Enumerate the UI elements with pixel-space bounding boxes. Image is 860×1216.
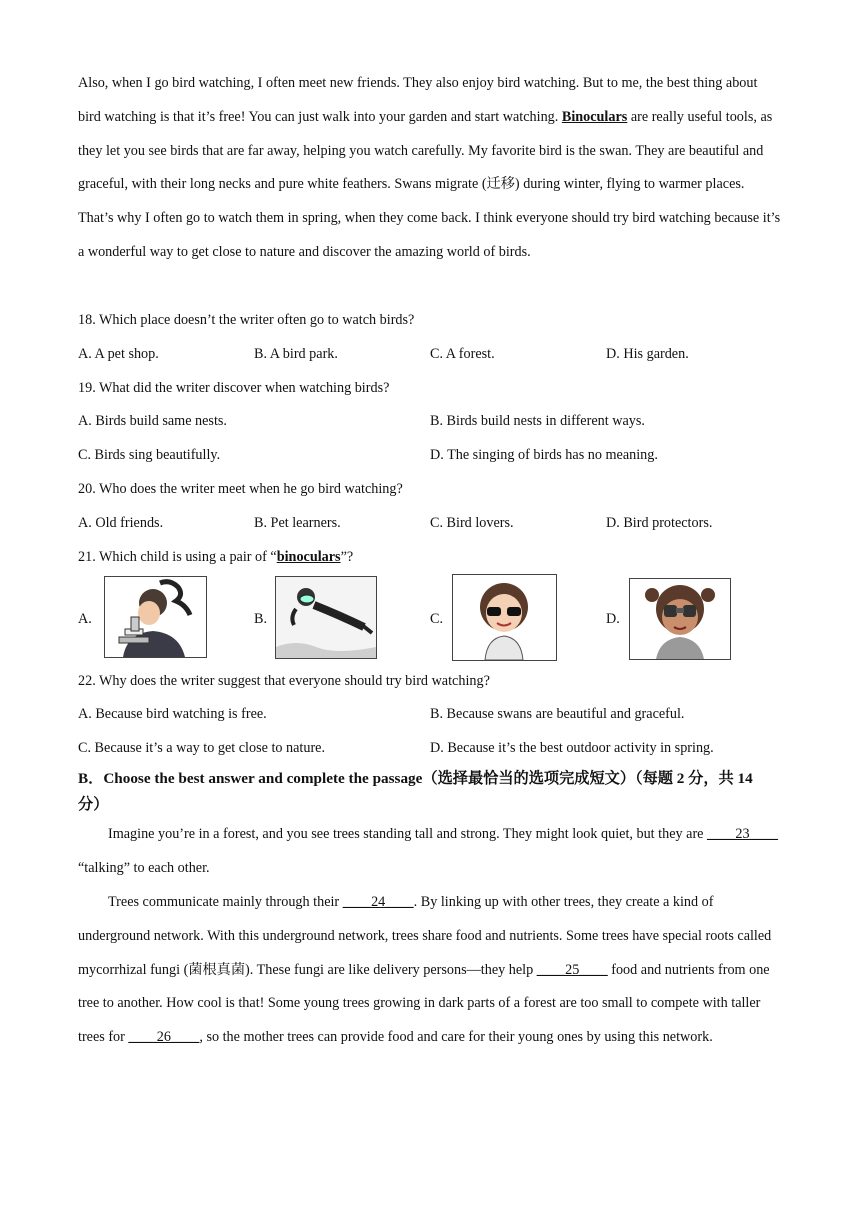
q18-option-d[interactable]: D. His garden. xyxy=(606,346,689,362)
q20-option-d[interactable]: D. Bird protectors. xyxy=(606,515,713,531)
sunglasses-girl-illustration xyxy=(453,575,556,660)
question-19-stem: 19. What did the writer discover when watching birds? xyxy=(78,380,390,396)
q21-option-c[interactable]: C. xyxy=(430,611,444,627)
question-22-stem: 22. Why does the writer suggest that everyone should try bird watching? xyxy=(78,673,490,689)
q18-option-c[interactable]: C. A forest. xyxy=(430,346,495,362)
binoculars-girl-illustration xyxy=(630,579,730,659)
q22-option-b[interactable]: B. Because swans are beautiful and graceful. xyxy=(430,706,685,722)
blank-24[interactable]: ____24____ xyxy=(342,894,414,910)
child-diving-image[interactable] xyxy=(275,576,377,659)
child-with-binoculars-image[interactable] xyxy=(629,578,731,660)
keyword-binoculars: binoculars xyxy=(276,549,341,565)
q21-option-b[interactable]: B. xyxy=(254,611,268,627)
q20-option-c[interactable]: C. Bird lovers. xyxy=(430,515,514,531)
child-with-microscope-image[interactable] xyxy=(104,576,207,658)
q19-option-c[interactable]: C. Birds sing beautifully. xyxy=(78,447,221,463)
q20-option-a[interactable]: A. Old friends. xyxy=(78,515,164,531)
child-with-sunglasses-image[interactable] xyxy=(452,574,557,661)
q21-option-d[interactable]: D. xyxy=(606,611,620,627)
passage-text: Also, when I go bird watching, I often meet new friends. They also enjoy bird watching. But to me, the best thing about bird watching is that it’s free! You can just walk into your garden and start watching. xyxy=(78,75,758,125)
question-20-stem: 20. Who does the writer meet when he go bird watching? xyxy=(78,481,403,497)
passage-b-paragraph-2: Trees communicate mainly through their ____24____. By linking up with other trees, they create a kind of underground network. With this underground network, trees share food and nutrients. Some trees have special roots called mycorrhizal fungi (菌根真菌). These fungi are like delivery persons—they help ____25____ food and nutrients from one tree to another. How cool is that! Some young trees growing in dark parts of a forest are too small to compete with taller trees for ____26____, so the mother trees can provide food and care for their young ones by using this network. xyxy=(78,894,772,1046)
microscope-girl-illustration xyxy=(105,577,206,657)
blank-26[interactable]: ____26____ xyxy=(128,1029,200,1046)
q18-option-a[interactable]: A. A pet shop. xyxy=(78,346,159,362)
question-18-stem: 18. Which place doesn’t the writer often go to watch birds? xyxy=(78,312,415,328)
blank-25[interactable]: ____25____ xyxy=(536,961,608,978)
diver-illustration xyxy=(276,577,376,658)
keyword-binoculars: Binoculars xyxy=(561,108,628,125)
q21-option-a[interactable]: A. xyxy=(78,611,92,627)
q22-option-c[interactable]: C. Because it’s a way to get close to nature. xyxy=(78,740,326,756)
q19-option-a[interactable]: A. Birds build same nests. xyxy=(78,413,227,429)
q18-option-b[interactable]: B. A bird park. xyxy=(254,346,338,362)
passage-paragraph xyxy=(78,67,783,270)
passage-b-paragraph-1: Imagine you’re in a forest, and you see trees standing tall and strong. They might look quiet, but they are ____23____ “talking” to each other. xyxy=(78,826,778,876)
q20-option-b[interactable]: B. Pet learners. xyxy=(254,515,341,531)
passage-text: are really useful tools, as they let you see birds that are far away, helping you watch carefully. My favorite bird is the swan. They are beautiful and graceful, with their long necks and pure white feathers. Swans migrate (迁移) during winter, flying to warmer places. That’s why I often go to watch them in spring, when they come back. I think everyone should try bird watching because it’s a wonderful way to get close to nature and discover the amazing world of birds. xyxy=(78,108,781,260)
q19-option-b[interactable]: B. Birds build nests in different ways. xyxy=(430,413,645,429)
section-b-heading: B．Choose the best answer and complete the passage（选择最恰当的选项完成短文）（每题 2 分，共 14 分） xyxy=(78,770,753,813)
q22-option-a[interactable]: A. Because bird watching is free. xyxy=(78,706,267,722)
q19-option-d[interactable]: D. The singing of birds has no meaning. xyxy=(430,447,658,463)
question-21-stem: 21. Which child is using a pair of “binoculars”? xyxy=(78,549,354,565)
q22-option-d[interactable]: D. Because it’s the best outdoor activity in spring. xyxy=(430,740,714,756)
blank-23[interactable]: ____23____ xyxy=(707,826,778,842)
